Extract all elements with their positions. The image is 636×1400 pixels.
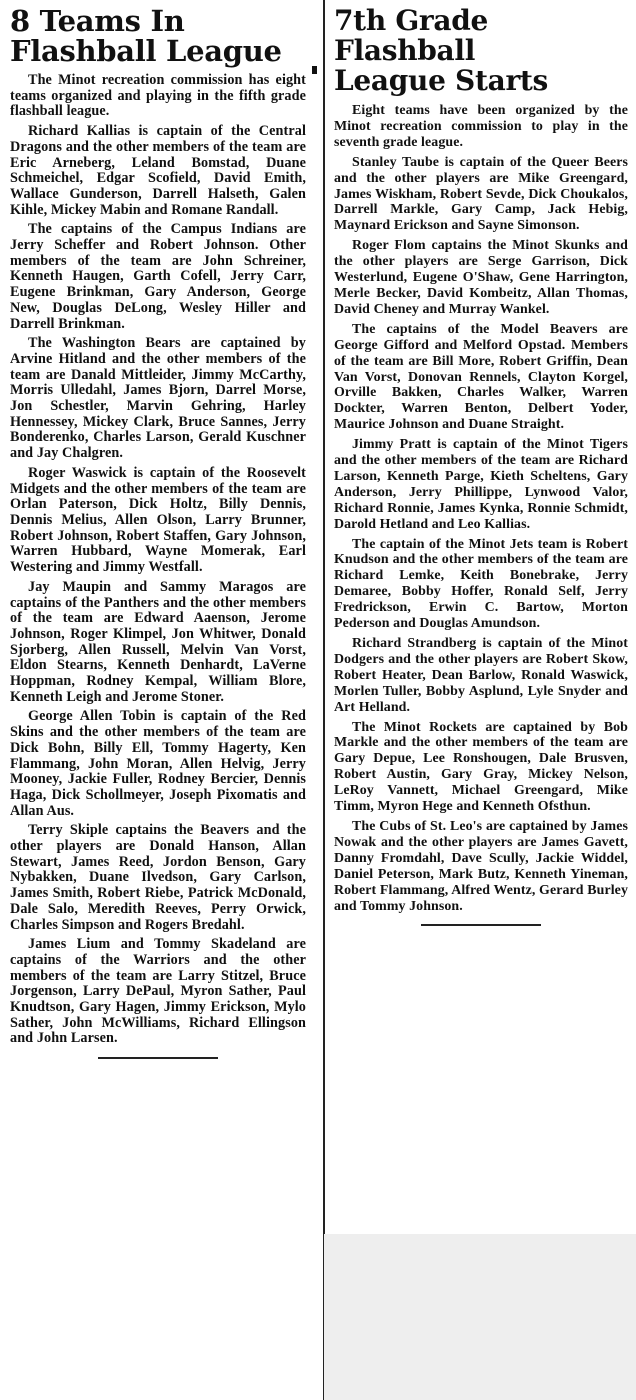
headline-line: League Starts	[334, 64, 548, 97]
blank-scan-area	[324, 1234, 636, 1400]
headline-line: 8 Teams In	[10, 4, 185, 38]
article-end-rule	[421, 924, 541, 926]
article-8-teams	[0, 0, 314, 1059]
article-paragraph: The captain of the Minot Jets team is Robert Knudson and the other members of the team are Richard Lemke, Keith Bonebrake, Jerry Demaree, Bobby Hoffer, Ronald Self, Jerry Fredrickson, Erwin C. Bartow, Morton Pederson and Douglas Amundson.	[334, 536, 628, 632]
headline-line: 7th Grade	[334, 4, 489, 37]
article-paragraph: Roger Flom captains the Minot Skunks and the other players are Serge Garrison, Dick Westerlund, Eugene O'Shaw, Gene Harrington, Merle Becker, David Kombeitz, Allan Thomas, David Cheney and Murray Wankel.	[334, 238, 628, 317]
article-paragraph: James Lium and Tommy Skadeland are captains of the Warriors and the other members of the team are Larry Stitzel, Bruce Jorgenson, Larry DePaul, Myron Sather, Paul Knudtson, Gary Hagen, Jimmy Erickson, Mylo Sather, John McWilliams, Richard Ellingson and John Larsen.	[10, 936, 306, 1047]
article-7th-grade	[326, 0, 636, 926]
article-paragraph: Jimmy Pratt is captain of the Minot Tigers and the other members of the team are Richard Larson, Kenneth Parge, Kieth Scheltens, Gary Anderson, Jerry Phillippe, Lynwood Valor, Richard Ronnie, James Kynka, Ronnie Schmidt, Darold Hetland and Leo Kallias.	[334, 437, 628, 532]
article-paragraph: Eight teams have been organized by the Minot recreation commission to play in the seventh grade league.	[334, 103, 628, 150]
article-paragraph: The Cubs of St. Leo's are captained by James Nowak and the other players are James Gavett, Danny Fromdahl, Dave Scully, Jackie Widdel, Daniel Peterson, Mark Butz, Kenneth Yineman, Robert Flammang, Alfred Wentz, Gerard Burley and Tommy Johnson.	[334, 818, 628, 914]
article-paragraph: Roger Waswick is captain of the Roosevelt Midgets and the other members of the team are Orlan Paterson, Dick Holtz, Billy Dennis, Dennis Melius, Allen Olson, Larry Brunner, Robert Johnson, Robert Staffen, Gary Johnson, Warren Hubbard, Wayne Momerak, Earl Westering and Jimmy Westfall.	[10, 464, 306, 576]
article-paragraph: The captains of the Campus Indians are Jerry Scheffer and Robert Johnson. Other members of the team are John Schreiner, Kenneth Haugen, Garth Cofell, Jerry Carr, Eugene Brinkman, Gary Anderson, George New, Douglas DeLong, Wesley Hiller and Darrell Brinkman.	[10, 221, 306, 332]
article-paragraph: The captains of the Model Beavers are George Gifford and Melford Opstad. Members of the team are Bill More, Robert Griffin, Dean Van Vorst, Donovan Rennels, Clayton Korgel, Orville Bakken, Charles Walker, Warren Dockter, Warren Benton, Delbert Yoder, Maurice Johnson and Duane Straight.	[334, 321, 628, 433]
article-end-rule	[98, 1057, 218, 1059]
headline-line: Flashball League	[10, 34, 282, 68]
article-paragraph: Stanley Taube is captain of the Queer Beers and the other players are Mike Greengard, James Wiskham, Robert Sevde, Dick Choukalos, Darrell Markle, Gary Camp, Jack Hebig, Maynard Erickson and Sayne Simonson.	[334, 154, 628, 234]
article-headline	[334, 6, 628, 96]
article-paragraph: Jay Maupin and Sammy Maragos are captains of the Panthers and the other members of the team are Edward Aaenson, Jerome Johnson, Roger Klimpel, Jon Whitwer, Donald Sjorberg, Allen Russell, Melvin Van Vorst, Eldon Stearns, Kenneth Denhardt, LaVerne Hoppman, Rodney Kempal, William Blore, Kenneth Leigh and Jerome Stoner.	[10, 578, 306, 705]
column-divider	[323, 0, 325, 1400]
article-headline	[10, 6, 306, 66]
article-paragraph: Richard Kallias is captain of the Central Dragons and the other members of the team are Eric Arneberg, Leland Bomstad, Duane Schmeichel, Edgar Scofield, David Emith, Wallace Gunderson, Darrell Halseth, Galen Kihle, Mickey Mabin and Romane Randall.	[10, 123, 306, 218]
headline-line: Flashball	[334, 34, 476, 67]
article-paragraph: George Allen Tobin is captain of the Red Skins and the other members of the team are Dick Bohn, Billy Ell, Tommy Hagerty, Ken Flammang, John Moran, Allen Helvig, Jerry Mooney, Jackie Fuller, Rodney Bercier, Dennis Haga, Dick Schollmeyer, Joseph Pixomatis and Allan Aus.	[10, 708, 306, 819]
article-paragraph: Richard Strandberg is captain of the Minot Dodgers and the other players are Robert Skow, Robert Heater, Dean Barlow, Ronald Waswick, Morlen Tuller, Bobby Asplund, Lyle Snyder and Art Helland.	[334, 636, 628, 715]
article-paragraph: Terry Skiple captains the Beavers and the other players are Donald Hanson, Allan Stewart, James Reed, Jordon Benson, Gary Nybakken, Duane Ilvedson, Gary Carlson, James Smith, Robert Riebe, Patrick McDonald, Dale Salo, Meredith Reeves, Perry Orwick, Charles Simpson and Rogers Bredahl.	[10, 822, 306, 933]
article-paragraph: The Washington Bears are captained by Arvine Hitland and the other members of the team are Danald Mittleider, Jimmy McCarthy, Morris Ulledahl, James Bjorn, Darrel Morse, Jon Schestler, Marvin Gehring, Harley Hennessey, Mickey Clark, Bruce Sannes, Jerry Bonderenko, Charles Larson, Gerald Kuschner and Jay Chalgren.	[10, 335, 306, 462]
article-paragraph: The Minot recreation commission has eight teams organized and playing in the fifth grade flashball league.	[10, 72, 306, 120]
article-paragraph: The Minot Rockets are captained by Bob Markle and the other members of the team are Gary Depue, Lee Ronshougen, Dale Brusven, Robert Austin, Gary Gray, Mickey Nelson, LeRoy Vannett, Michael Greengard, Mike Timm, Myron Hege and Kenneth Ofsthun.	[334, 719, 628, 815]
